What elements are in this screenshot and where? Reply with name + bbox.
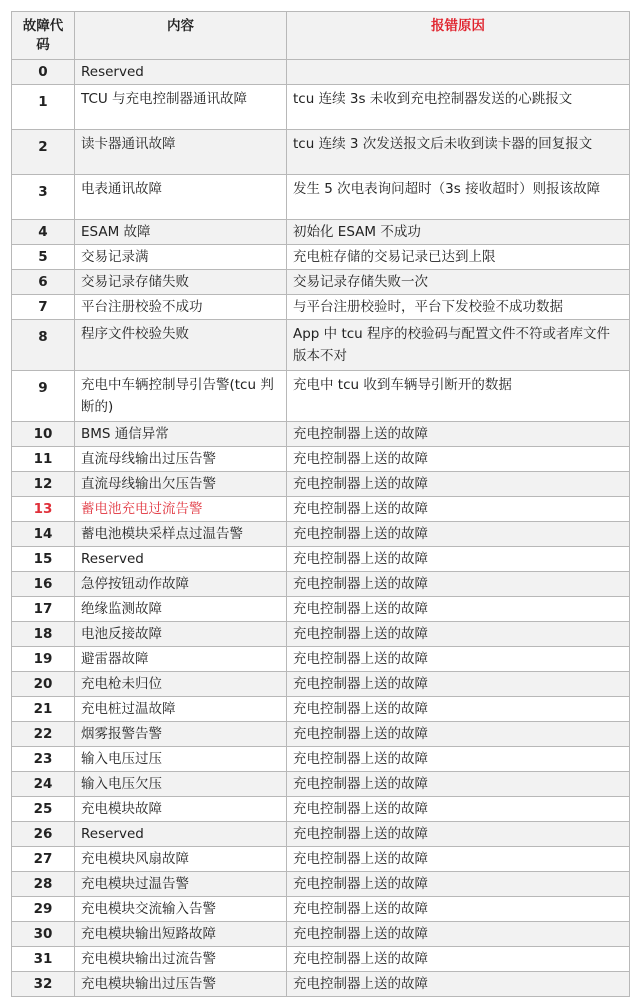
- fault-content-cell: 烟雾报警告警: [75, 722, 287, 747]
- table-body: [12, 60, 630, 997]
- fault-content-cell: 充电模块过温告警: [75, 872, 287, 897]
- fault-code-cell: 12: [12, 472, 75, 497]
- table-row: [12, 220, 630, 245]
- fault-reason-cell: 充电控制器上送的故障: [287, 672, 630, 697]
- table-row: [12, 822, 630, 847]
- fault-code-cell: 17: [12, 597, 75, 622]
- fault-content-cell: 充电模块输出短路故障: [75, 922, 287, 947]
- fault-content-cell: 程序文件校验失败: [75, 320, 287, 371]
- fault-content-cell: ESAM 故障: [75, 220, 287, 245]
- fault-code-cell: 7: [12, 295, 75, 320]
- fault-reason-cell: 充电控制器上送的故障: [287, 922, 630, 947]
- fault-reason-cell: 充电控制器上送的故障: [287, 872, 630, 897]
- fault-code-cell: 28: [12, 872, 75, 897]
- fault-content-cell: 充电模块风扇故障: [75, 847, 287, 872]
- table-row: [12, 320, 630, 371]
- fault-reason-cell: [287, 60, 630, 85]
- table-row: [12, 371, 630, 422]
- fault-content-cell: 充电模块输出过流告警: [75, 947, 287, 972]
- fault-code-cell: 20: [12, 672, 75, 697]
- table-row: [12, 622, 630, 647]
- fault-content-cell: 急停按钮动作故障: [75, 572, 287, 597]
- fault-reason-cell: 充电控制器上送的故障: [287, 572, 630, 597]
- fault-reason-cell: 与平台注册校验时，平台下发校验不成功数据: [287, 295, 630, 320]
- table-row: [12, 522, 630, 547]
- header-code: 故障代码: [12, 12, 75, 60]
- fault-code-cell: 16: [12, 572, 75, 597]
- fault-reason-cell: 充电控制器上送的故障: [287, 597, 630, 622]
- header-content: 内容: [75, 12, 287, 60]
- fault-code-cell: 8: [12, 320, 75, 371]
- table-row: [12, 175, 630, 220]
- fault-content-cell: 充电模块交流输入告警: [75, 897, 287, 922]
- fault-reason-cell: 充电控制器上送的故障: [287, 622, 630, 647]
- fault-reason-cell: 充电控制器上送的故障: [287, 947, 630, 972]
- fault-code-cell: 11: [12, 447, 75, 472]
- table-row: [12, 270, 630, 295]
- table-row: [12, 497, 630, 522]
- fault-reason-cell: 充电控制器上送的故障: [287, 972, 630, 997]
- fault-content-cell: 直流母线输出欠压告警: [75, 472, 287, 497]
- table-row: [12, 245, 630, 270]
- fault-content-cell: Reserved: [75, 60, 287, 85]
- fault-content-cell: 读卡器通讯故障: [75, 130, 287, 175]
- fault-code-cell: 18: [12, 622, 75, 647]
- fault-code-cell: 5: [12, 245, 75, 270]
- fault-code-table: [11, 11, 630, 997]
- fault-code-cell: 4: [12, 220, 75, 245]
- table-row: [12, 295, 630, 320]
- table-row: [12, 597, 630, 622]
- fault-code-cell: 14: [12, 522, 75, 547]
- fault-reason-cell: 充电控制器上送的故障: [287, 822, 630, 847]
- fault-code-cell: 13: [12, 497, 75, 522]
- fault-reason-cell: 充电控制器上送的故障: [287, 647, 630, 672]
- fault-content-cell: 电表通讯故障: [75, 175, 287, 220]
- fault-code-cell: 3: [12, 175, 75, 220]
- fault-code-cell: 0: [12, 60, 75, 85]
- fault-reason-cell: 发生 5 次电表询问超时（3s 接收超时）则报该故障: [287, 175, 630, 220]
- table-row: [12, 472, 630, 497]
- table-row: [12, 797, 630, 822]
- fault-content-cell: Reserved: [75, 547, 287, 572]
- fault-content-cell: 输入电压欠压: [75, 772, 287, 797]
- fault-code-cell: 27: [12, 847, 75, 872]
- fault-reason-cell: 充电控制器上送的故障: [287, 547, 630, 572]
- table-row: [12, 422, 630, 447]
- fault-reason-cell: 交易记录存储失败一次: [287, 270, 630, 295]
- fault-code-cell: 31: [12, 947, 75, 972]
- fault-reason-cell: 充电控制器上送的故障: [287, 722, 630, 747]
- fault-content-cell: 蓄电池充电过流告警: [75, 497, 287, 522]
- fault-reason-cell: 充电控制器上送的故障: [287, 847, 630, 872]
- header-reason: 报错原因: [287, 12, 630, 60]
- fault-reason-cell: tcu 连续 3 次发送报文后未收到读卡器的回复报文: [287, 130, 630, 175]
- fault-code-cell: 24: [12, 772, 75, 797]
- fault-code-cell: 21: [12, 697, 75, 722]
- fault-reason-cell: 充电控制器上送的故障: [287, 497, 630, 522]
- fault-content-cell: 充电中车辆控制导引告警(tcu 判断的): [75, 371, 287, 422]
- fault-content-cell: 直流母线输出过压告警: [75, 447, 287, 472]
- fault-code-cell: 2: [12, 130, 75, 175]
- fault-content-cell: 充电枪未归位: [75, 672, 287, 697]
- fault-content-cell: 平台注册校验不成功: [75, 295, 287, 320]
- fault-code-cell: 29: [12, 897, 75, 922]
- fault-code-cell: 6: [12, 270, 75, 295]
- fault-content-cell: 充电模块输出过压告警: [75, 972, 287, 997]
- fault-content-cell: 蓄电池模块采样点过温告警: [75, 522, 287, 547]
- fault-reason-cell: tcu 连续 3s 未收到充电控制器发送的心跳报文: [287, 85, 630, 130]
- fault-reason-cell: App 中 tcu 程序的校验码与配置文件不符或者库文件版本不对: [287, 320, 630, 371]
- table-row: [12, 447, 630, 472]
- table-header-row: [12, 12, 630, 60]
- fault-content-cell: TCU 与充电控制器通讯故障: [75, 85, 287, 130]
- fault-content-cell: 电池反接故障: [75, 622, 287, 647]
- fault-code-cell: 26: [12, 822, 75, 847]
- fault-content-cell: Reserved: [75, 822, 287, 847]
- fault-reason-cell: 充电控制器上送的故障: [287, 797, 630, 822]
- fault-code-cell: 9: [12, 371, 75, 422]
- fault-content-cell: 交易记录存储失败: [75, 270, 287, 295]
- table-row: [12, 747, 630, 772]
- fault-content-cell: 输入电压过压: [75, 747, 287, 772]
- table-row: [12, 897, 630, 922]
- fault-code-cell: 10: [12, 422, 75, 447]
- table-row: [12, 697, 630, 722]
- fault-reason-cell: 充电中 tcu 收到车辆导引断开的数据: [287, 371, 630, 422]
- fault-content-cell: 交易记录满: [75, 245, 287, 270]
- fault-content-cell: 充电桩过温故障: [75, 697, 287, 722]
- table-row: [12, 672, 630, 697]
- fault-reason-cell: 充电控制器上送的故障: [287, 422, 630, 447]
- fault-code-cell: 32: [12, 972, 75, 997]
- fault-code-cell: 19: [12, 647, 75, 672]
- table-row: [12, 60, 630, 85]
- table-row: [12, 85, 630, 130]
- fault-reason-cell: 充电桩存储的交易记录已达到上限: [287, 245, 630, 270]
- fault-reason-cell: 充电控制器上送的故障: [287, 897, 630, 922]
- fault-content-cell: BMS 通信异常: [75, 422, 287, 447]
- table-row: [12, 947, 630, 972]
- fault-content-cell: 绝缘监测故障: [75, 597, 287, 622]
- fault-reason-cell: 充电控制器上送的故障: [287, 447, 630, 472]
- table-row: [12, 647, 630, 672]
- fault-content-cell: 避雷器故障: [75, 647, 287, 672]
- table-row: [12, 922, 630, 947]
- fault-reason-cell: 充电控制器上送的故障: [287, 697, 630, 722]
- table-row: [12, 722, 630, 747]
- fault-code-cell: 25: [12, 797, 75, 822]
- fault-content-cell: 充电模块故障: [75, 797, 287, 822]
- table-row: [12, 847, 630, 872]
- table-row: [12, 572, 630, 597]
- table-row: [12, 972, 630, 997]
- table-row: [12, 872, 630, 897]
- fault-reason-cell: 充电控制器上送的故障: [287, 472, 630, 497]
- table-row: [12, 772, 630, 797]
- fault-code-cell: 22: [12, 722, 75, 747]
- fault-code-cell: 23: [12, 747, 75, 772]
- fault-code-cell: 15: [12, 547, 75, 572]
- table-row: [12, 547, 630, 572]
- fault-code-cell: 30: [12, 922, 75, 947]
- fault-reason-cell: 充电控制器上送的故障: [287, 772, 630, 797]
- fault-reason-cell: 充电控制器上送的故障: [287, 522, 630, 547]
- fault-code-cell: 1: [12, 85, 75, 130]
- fault-reason-cell: 初始化 ESAM 不成功: [287, 220, 630, 245]
- table-row: [12, 130, 630, 175]
- fault-reason-cell: 充电控制器上送的故障: [287, 747, 630, 772]
